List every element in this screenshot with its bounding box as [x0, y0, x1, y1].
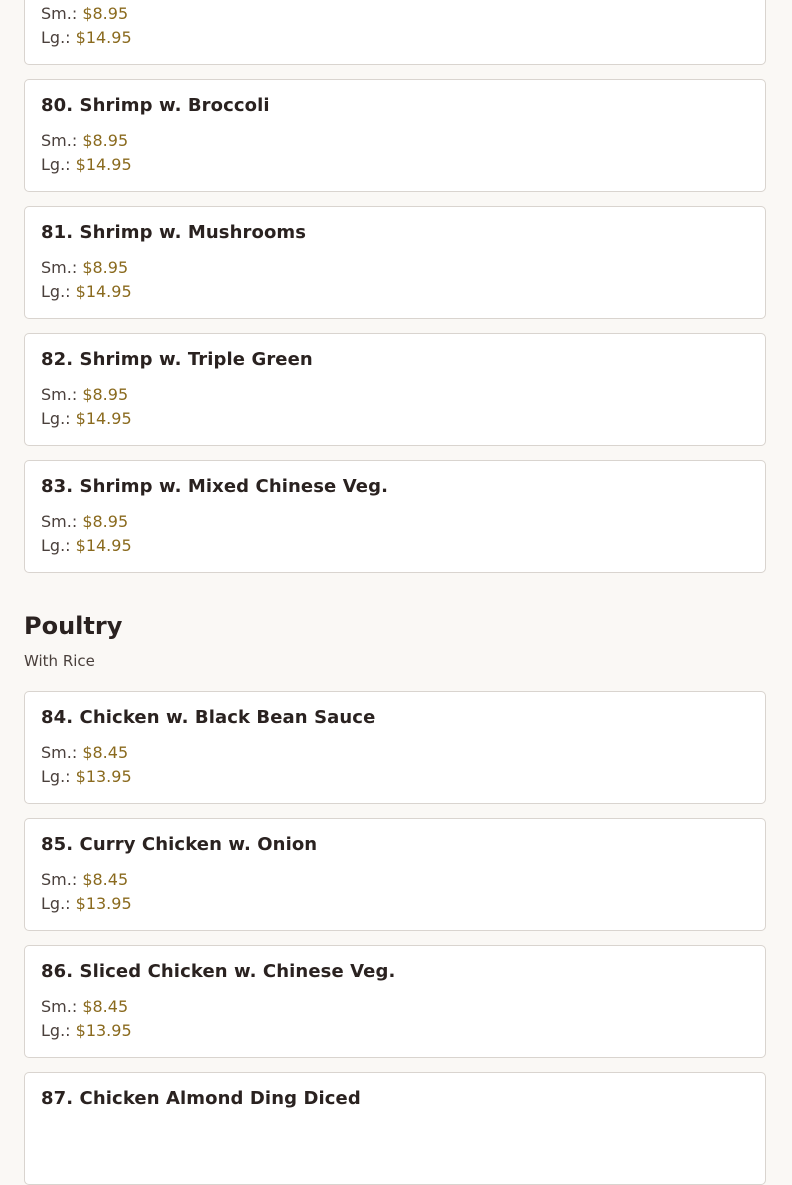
large-price-label: Lg.:: [41, 155, 71, 174]
small-price-row: [41, 997, 128, 1016]
small-price-row: [41, 385, 128, 404]
menu-item-title: 83. Shrimp w. Mixed Chinese Veg.: [41, 476, 389, 497]
large-price-label: Lg.:: [41, 536, 71, 555]
large-price-label: Lg.:: [41, 894, 71, 913]
menu-item-card-partial[interactable]: [24, 0, 766, 65]
menu-item-card[interactable]: [24, 1072, 766, 1185]
small-price-label: Sm.:: [41, 997, 78, 1016]
large-price-value: $14.95: [75, 28, 132, 47]
large-price-row: [41, 155, 132, 174]
small-price-value: $8.45: [82, 743, 129, 762]
large-price-value: $13.95: [75, 1021, 132, 1040]
small-price-label: Sm.:: [41, 743, 78, 762]
small-price-row: [41, 131, 128, 150]
menu-item-card[interactable]: [24, 206, 766, 319]
menu-item-card[interactable]: [24, 333, 766, 446]
small-price-value: $8.95: [82, 512, 129, 531]
large-price-value: $14.95: [75, 155, 132, 174]
large-price-value: $13.95: [75, 767, 132, 786]
small-price-value: $8.95: [82, 131, 129, 150]
small-price-label: Sm.:: [41, 870, 78, 889]
large-price-row: [41, 767, 132, 786]
menu-item-title: 85. Curry Chicken w. Onion: [41, 834, 318, 855]
small-price-value: $8.95: [82, 385, 129, 404]
large-price-row: [41, 536, 132, 555]
small-price-label: Sm.:: [41, 4, 78, 23]
section-subtitle: With Rice: [24, 652, 95, 670]
large-price-row: [41, 409, 132, 428]
large-price-value: $14.95: [75, 536, 132, 555]
menu-item-card[interactable]: [24, 945, 766, 1058]
small-price-value: $8.95: [82, 4, 129, 23]
small-price-row: [41, 4, 128, 23]
small-price-row: [41, 743, 128, 762]
small-price-label: Sm.:: [41, 512, 78, 531]
menu-item-card[interactable]: [24, 818, 766, 931]
large-price-row: [41, 894, 132, 913]
small-price-value: $8.45: [82, 870, 129, 889]
small-price-row: [41, 258, 128, 277]
small-price-value: $8.45: [82, 997, 129, 1016]
small-price-label: Sm.:: [41, 258, 78, 277]
menu-item-title: 86. Sliced Chicken w. Chinese Veg.: [41, 961, 396, 982]
menu-item-title: 81. Shrimp w. Mushrooms: [41, 222, 307, 243]
large-price-row: [41, 1021, 132, 1040]
small-price-row: [41, 512, 128, 531]
large-price-value: $14.95: [75, 409, 132, 428]
small-price-value: $8.95: [82, 258, 129, 277]
large-price-row: [41, 282, 132, 301]
menu-item-title: 80. Shrimp w. Broccoli: [41, 95, 270, 116]
large-price-value: $14.95: [75, 282, 132, 301]
menu-item-title: 87. Chicken Almond Ding Diced: [41, 1088, 361, 1109]
menu-item-card[interactable]: [24, 691, 766, 804]
small-price-row: [41, 870, 128, 889]
section-title-poultry: Poultry: [24, 612, 123, 640]
small-price-label: Sm.:: [41, 385, 78, 404]
large-price-label: Lg.:: [41, 28, 71, 47]
large-price-label: Lg.:: [41, 1021, 71, 1040]
large-price-label: Lg.:: [41, 282, 71, 301]
menu-item-card[interactable]: [24, 79, 766, 192]
menu-item-card[interactable]: [24, 460, 766, 573]
large-price-value: $13.95: [75, 894, 132, 913]
menu-item-title: 82. Shrimp w. Triple Green: [41, 349, 313, 370]
large-price-label: Lg.:: [41, 409, 71, 428]
large-price-label: Lg.:: [41, 767, 71, 786]
large-price-row: [41, 28, 132, 47]
small-price-label: Sm.:: [41, 131, 78, 150]
menu-item-title: 84. Chicken w. Black Bean Sauce: [41, 707, 376, 728]
